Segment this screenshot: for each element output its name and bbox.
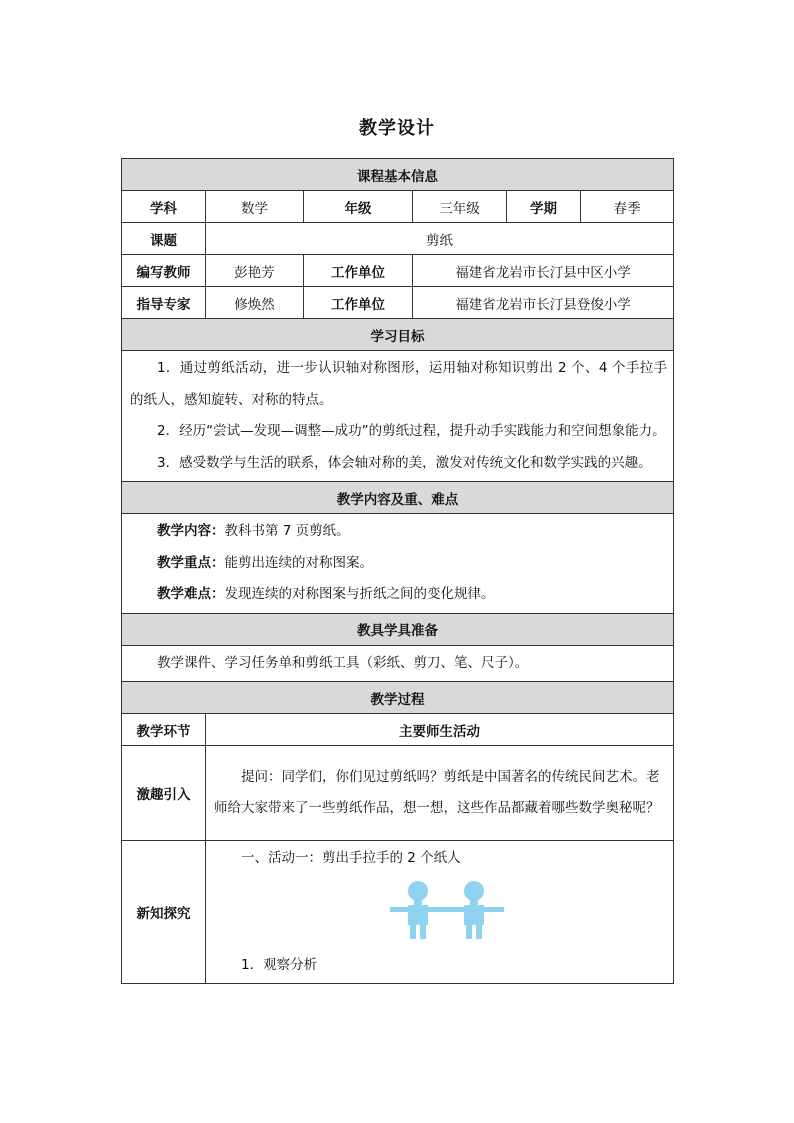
advisor-value: 修焕然 (206, 287, 304, 319)
intro-text: 提问：同学们，你们见过剪纸吗？剪纸是中国著名的传统民间艺术。老师给大家带来了一些剪纸作品，想一想，这些作品都藏着哪些数学奥秘呢？ (214, 769, 660, 816)
objective-item: 3．感受数学与生活的联系，体会轴对称的美，激发对传统文化和数学实践的兴趣。 (157, 454, 652, 471)
step-observe: 1．观察分析 (241, 957, 318, 973)
difficulty-label: 教学难点： (157, 586, 225, 602)
process-col-activity: 主要师生活动 (206, 714, 674, 746)
objective-item: 1．通过剪纸活动，进一步认识轴对称图形，运用轴对称知识剪出 2 个、4 个手拉手的纸人，感知旋转、对称的特点。 (130, 360, 668, 408)
difficulty-text: 发现连续的对称图案与折纸之间的变化规律。 (224, 586, 495, 602)
topic-value: 剪纸 (206, 223, 674, 255)
materials-text: 教学课件、学习任务单和剪纸工具（彩纸、剪刀、笔、尺子）。 (157, 654, 529, 671)
advisor-unit-value: 福建省龙岩市长汀县登俊小学 (413, 287, 674, 319)
term-label: 学期 (507, 191, 581, 223)
grade-value: 三年级 (413, 191, 507, 223)
content-text: 教科书第 7 页剪纸。 (224, 523, 350, 539)
author-unit-label: 工作单位 (304, 255, 413, 287)
content-body (122, 514, 674, 614)
activity-title: 一、活动一：剪出手拉手的 2 个纸人 (241, 850, 461, 866)
basic-info-header: 课程基本信息 (122, 159, 674, 191)
content-label: 教学内容： (157, 523, 225, 539)
page-title: 教学设计 (359, 118, 435, 139)
explore-stage-label: 新知探究 (122, 841, 206, 984)
process-header: 教学过程 (122, 682, 674, 714)
intro-stage-label: 激趣引入 (122, 746, 206, 841)
process-col-stage: 教学环节 (122, 714, 206, 746)
key-point-text: 能剪出连续的对称图案。 (224, 554, 373, 571)
paper-people-image (390, 880, 504, 942)
advisor-label: 指导专家 (122, 287, 206, 319)
materials-body (122, 645, 674, 682)
advisor-unit-label: 工作单位 (304, 287, 413, 319)
objective-item: 2．经历“尝试—发现—调整—成功”的剪纸过程，提升动手实践能力和空间想象能力。 (157, 423, 666, 439)
intro-stage-body (206, 746, 674, 841)
objectives-header: 学习目标 (122, 319, 674, 351)
content-header: 教学内容及重、难点 (122, 482, 674, 514)
subject-label: 学科 (122, 191, 206, 223)
lesson-plan-table (121, 158, 674, 984)
topic-label: 课题 (122, 223, 206, 255)
key-point-label: 教学重点： (157, 554, 225, 571)
paper-people-figure (214, 874, 667, 950)
objectives-body (122, 351, 674, 482)
author-value: 彭艳芳 (206, 255, 304, 287)
subject-value: 数学 (206, 191, 304, 223)
materials-header: 教具学具准备 (122, 613, 674, 645)
explore-stage-body (206, 841, 674, 984)
author-label: 编写教师 (122, 255, 206, 287)
term-value: 春季 (581, 191, 674, 223)
author-unit-value: 福建省龙岩市长汀县中区小学 (413, 255, 674, 287)
grade-label: 年级 (304, 191, 413, 223)
